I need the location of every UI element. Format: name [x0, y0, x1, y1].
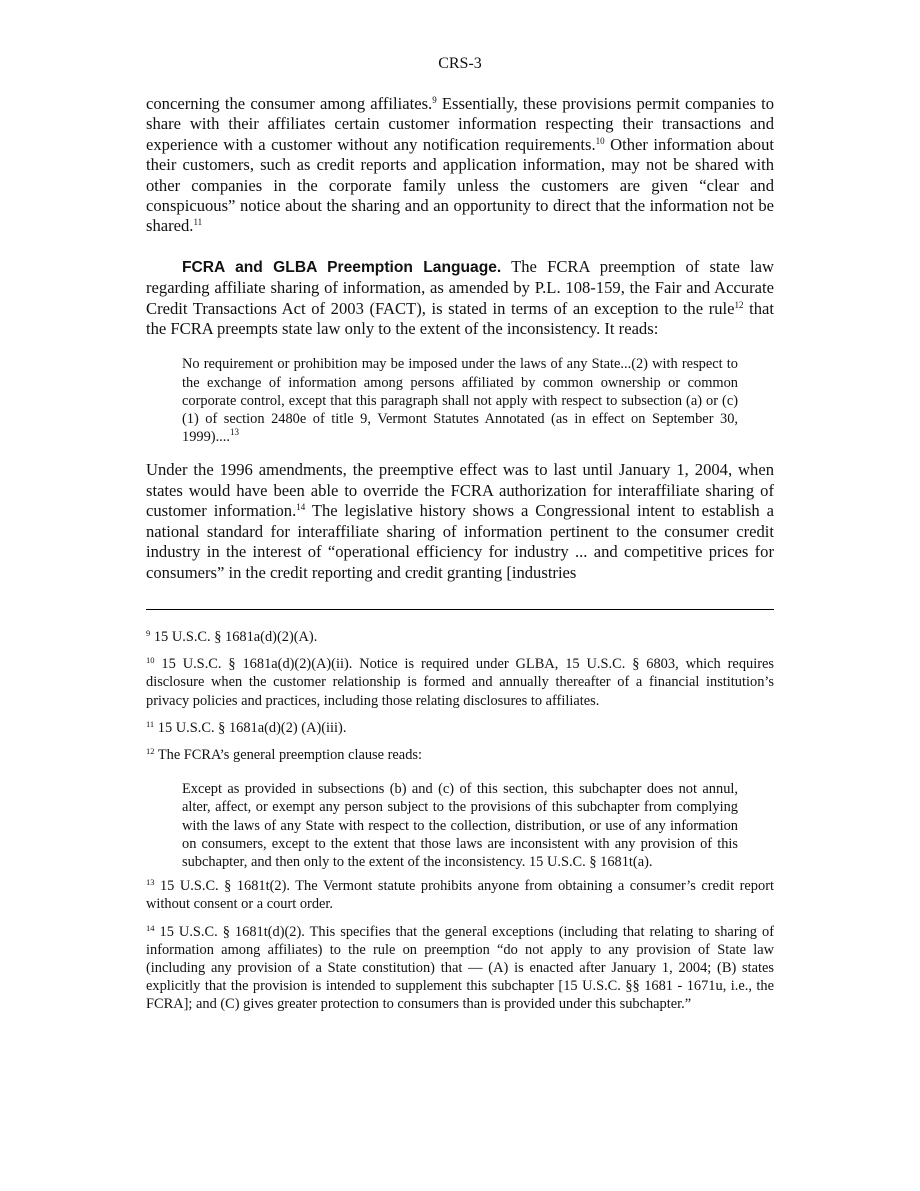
paragraph-1996-amendments [146, 460, 774, 582]
footnote-ref-10[interactable]: 10 [595, 135, 605, 146]
footnote-number: 12 [146, 745, 155, 756]
footnote-text: 15 U.S.C. § 1681a(d)(2)(A)(ii). Notice is required under GLBA, 15 U.S.C. § 6803, which requires disclosure when the customer relationship is formed and annually thereafter of a financial institution’s privacy policies and practices, including those relating disclosures to affiliates. [146, 656, 774, 709]
footnote-12-quote: Except as provided in subsections (b) and (c) of this section, this subchapter does not annul, alter, affect, or exempt any person subject to the provisions of this subchapter from complying with the laws of any State with respect to the collection, distribution, or use of any information on consumers, except to the extent that those laws are inconsistent with any provision of this subchapter, and then only to the extent of the inconsistency. 15 U.S.C. § 1681t(a). [182, 781, 738, 870]
quote-text: No requirement or prohibition may be imposed under the laws of any State...(2) with respect to the exchange of information among persons affiliated by common ownership or common corporate control, except that this paragraph shall not apply with respect to subsection (a) or (c)(1) of section 2480e of title 9, Vermont Statutes Annotated (as in effect on September 30, 1999).... [182, 356, 738, 446]
paragraph-affiliate-sharing [146, 94, 774, 237]
footnote-text: 15 U.S.C. § 1681t(2). The Vermont statute prohibits anyone from obtaining a consumer’s credit report without consent or a court order. [146, 878, 774, 913]
footnote-ref-12[interactable]: 12 [734, 299, 744, 310]
statute-blockquote [182, 355, 738, 446]
footnote-ref-9[interactable]: 9 [432, 95, 437, 105]
footnote-10 [146, 655, 774, 710]
footnote-ref-13[interactable]: 13 [229, 427, 239, 438]
paragraph-text: that the FCRA preempts state law only to the extent of the inconsistency. It reads: [146, 298, 774, 339]
page-header: CRS-3 [438, 55, 482, 72]
footnote-text: The FCRA’s general preemption clause reads: [154, 746, 422, 763]
footnote-text: 15 U.S.C. § 1681a(d)(2) (A)(iii). [154, 719, 347, 736]
footnote-13 [146, 877, 774, 913]
section-heading: FCRA and GLBA Preemption Language. [182, 258, 502, 276]
paragraph-text: concerning the consumer among affiliates. [146, 94, 433, 113]
footnote-number: 11 [146, 718, 155, 729]
footnote-text: 15 U.S.C. § 1681a(d)(2)(A). [150, 628, 318, 645]
paragraph-text: The FCRA preemption of state law regarding affiliate sharing of information, as amended by P.L. 108-159, the Fair and Accurate Credit Transactions Act of 2003 (FACT), is stated in terms of an exception to the rule [146, 256, 774, 318]
footnote-14 [146, 923, 774, 1014]
footnote-number: 14 [146, 922, 155, 933]
footnote-ref-11[interactable]: 11 [193, 217, 203, 228]
spacer [146, 237, 774, 257]
footnote-number: 13 [146, 877, 155, 888]
paragraph-text: Essentially, these provisions permit companies to share with their affiliates certain customer information respecting their transactions and experience with a customer without any notification requirements. [146, 94, 775, 154]
footnote-11 [146, 719, 774, 737]
paragraph-text: Under the 1996 amendments, the preemptive effect was to last until January 1, 2004, when states would have been able to override the FCRA authorization for interaffiliate sharing of customer information. [146, 460, 774, 521]
footnote-12 [146, 746, 774, 764]
document-page [146, 52, 774, 1023]
footnote-number: 9 [146, 627, 151, 638]
footnote-text: 15 U.S.C. § 1681t(d)(2). This specifies that the general exceptions (including that relating to sharing of information among affiliates) to the rule on preemption “do not apply to any provision of State law (including any provision of a State constitution) that — (A) is enacted after January 1, 2004; (B) states explicitly that the provision is intended to supplement this subchapter [15 U.S.C. §§ 1681 - 1671u, i.e., the FCRA]; and (C) gives greater protection to consumers than is provided under this subchapter.” [146, 923, 774, 1013]
paragraph-preemption-language [146, 257, 774, 340]
footnote-number: 10 [146, 655, 155, 666]
footnote-ref-14[interactable]: 14 [296, 502, 306, 513]
paragraph-text: Other information about their customers, such as credit reports and application information, may not be shared with other companies in the corporate family unless the customers are given “clear and conspicuous” notice about the sharing and an opportunity to direct that the information not be shared. [146, 134, 775, 236]
paragraph-text: The legislative history shows a Congressional intent to establish a national standard for interaffiliate sharing of information pertinent to the consumer credit industry in the interest of “operational efficiency for industry ... and competitive prices for consumers” in the credit reporting and credit granting [industries [146, 501, 775, 582]
footnote-9 [146, 628, 774, 646]
footnote-divider [146, 609, 774, 610]
